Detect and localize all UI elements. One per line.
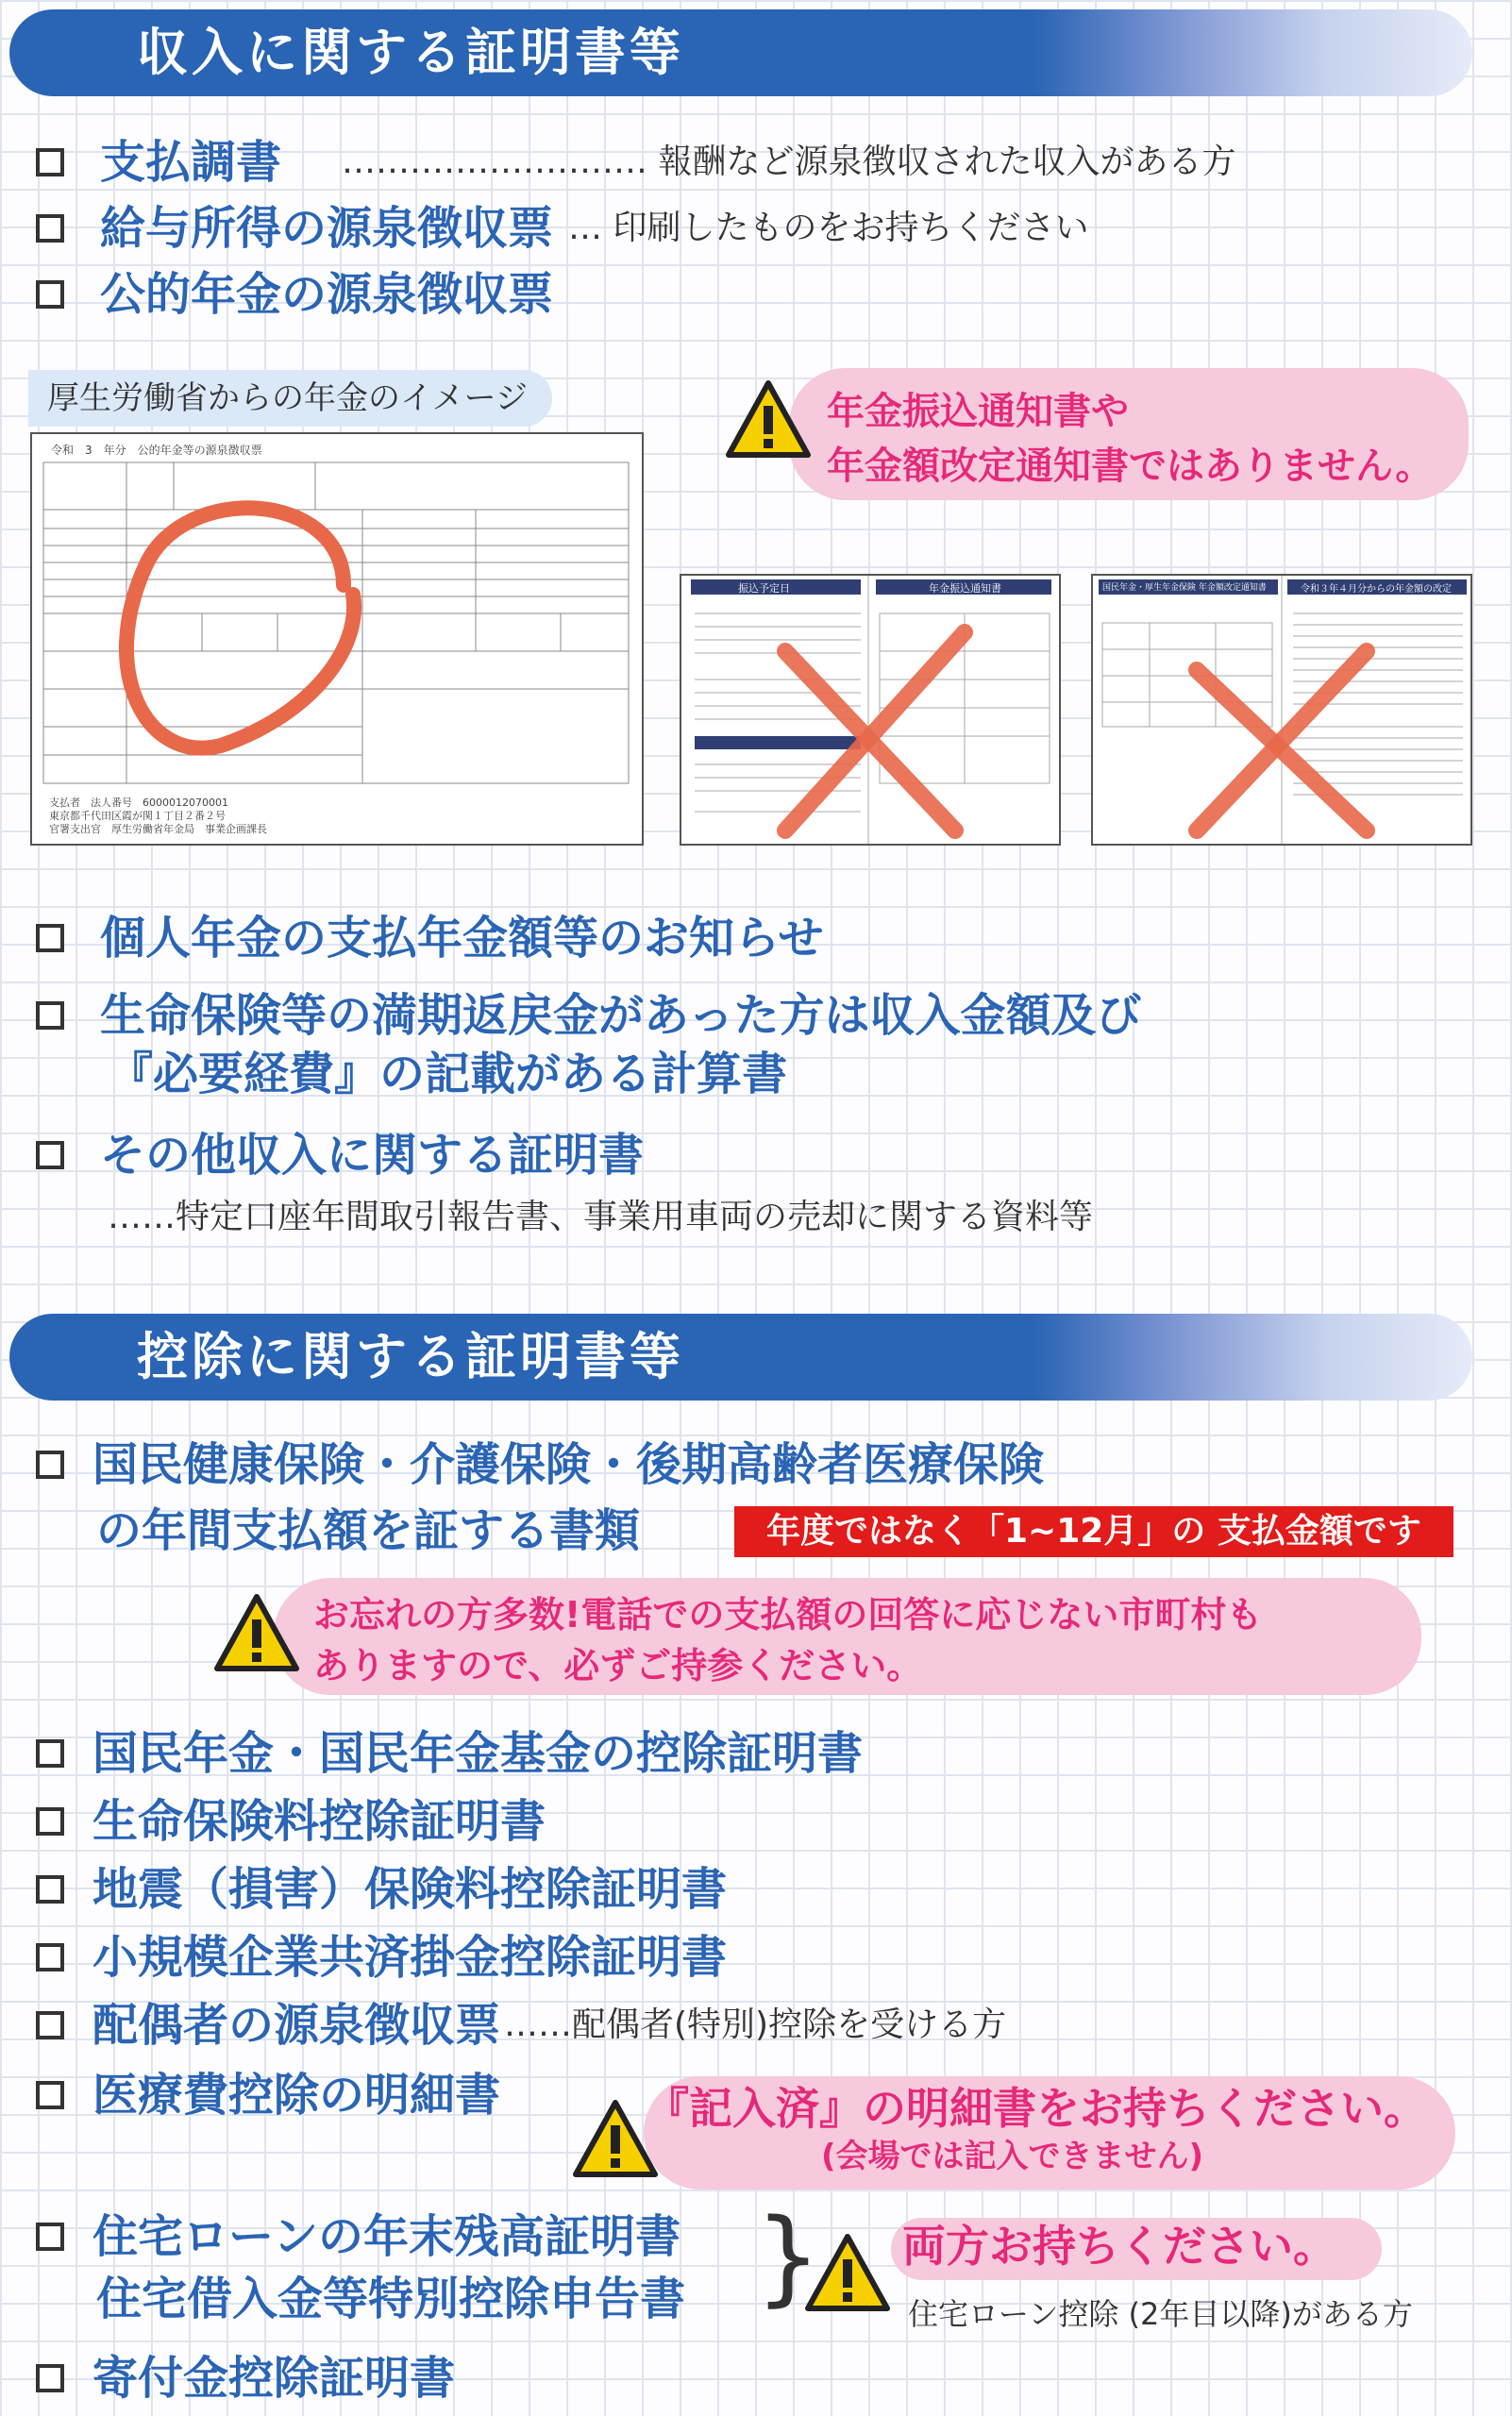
warning-text: お忘れの方多数!電話での支払額の回答に応じない市町村も xyxy=(313,1594,1263,1636)
item-note: 住宅ローン控除 (2年目以降)がある方 xyxy=(908,2296,1413,2332)
item-label: 地震（損害）保険料控除証明書 xyxy=(92,1863,728,1916)
doc-footer: 支払者 法人番号 6000012070001 xyxy=(49,797,228,809)
checkbox[interactable] xyxy=(36,924,64,952)
check-item-medical-expense xyxy=(36,2067,500,2123)
check-item-national-pension xyxy=(36,1725,863,1782)
item-label: その他収入に関する証明書 xyxy=(100,1129,645,1182)
section-header-deduction xyxy=(9,1314,1472,1401)
warning-text: ありますので、必ずご持参ください。 xyxy=(313,1645,923,1686)
section-title: 控除に関する証明書等 xyxy=(137,1327,684,1386)
check-item-earthquake-insurance xyxy=(36,1861,727,1918)
item-label: 配偶者の源泉徴収票 xyxy=(92,1999,501,2052)
brace: } xyxy=(755,2196,821,2317)
item-label: 住宅ローンの年末残高証明書 xyxy=(92,2210,681,2263)
item-note: ……特定口座年間取引報告書、事業用車両の売却に関する資料等 xyxy=(108,1198,1094,1236)
doc-heading: 国民年金・厚生年金保険 年金額改定通知書 xyxy=(1102,583,1267,593)
period-badge: 年度ではなく「1~12月」の 支払金額です xyxy=(734,1506,1453,1557)
warning-text: 年金額改定通知書ではありません。 xyxy=(827,445,1434,488)
item-label: 国民年金・国民年金基金の控除証明書 xyxy=(92,1727,864,1780)
checkbox[interactable] xyxy=(36,1739,64,1768)
checkbox[interactable] xyxy=(36,1451,64,1479)
item-label: 生命保険等の満期返戻金があった方は収入金額及び xyxy=(100,989,1142,1042)
doc-footer: 東京都千代田区霞が関１丁目２番２号 xyxy=(49,810,226,822)
item-label: 医療費控除の明細書 xyxy=(92,2069,501,2122)
checkbox[interactable] xyxy=(36,2364,64,2392)
checkbox[interactable] xyxy=(36,280,64,309)
warning-icon xyxy=(213,1593,300,1672)
checkbox[interactable] xyxy=(36,1807,64,1836)
warning-icon xyxy=(804,2233,891,2312)
doc-heading: 令和 3 年分 公的年金等の源泉徴収票 xyxy=(51,444,262,457)
item-label-continued: 住宅借入金等特別控除申告書 xyxy=(96,2273,686,2325)
checkbox[interactable] xyxy=(36,2081,64,2109)
checkbox[interactable] xyxy=(36,1141,64,1169)
item-note: ……配偶者(特別)控除を受ける方 xyxy=(504,2005,1007,2044)
check-item-other-income xyxy=(36,1127,644,1183)
item-label: 小規模企業共済掛金控除証明書 xyxy=(92,1931,728,1984)
checkbox[interactable] xyxy=(36,2223,64,2251)
check-item-life-insurance-maturity xyxy=(36,987,1142,1044)
image-caption: 厚生労働省からの年金のイメージ xyxy=(28,370,552,427)
item-label: 寄付金控除証明書 xyxy=(92,2352,456,2405)
item-label-continued: 『必要経費』の記載がある計算書 xyxy=(108,1048,788,1100)
warning-icon xyxy=(725,379,812,459)
warning-text: 『記入済』の明細書をお持ちください。 xyxy=(646,2083,1427,2134)
warning-text: 両方お持ちください。 xyxy=(902,2221,1336,2272)
x-mark xyxy=(681,576,1061,846)
item-label-continued: の年間支払額を証する書類 xyxy=(96,1504,641,1557)
item-note: … 印刷したものをお持ちください xyxy=(568,209,1089,247)
doc-heading: 年金振込通知書 xyxy=(929,582,1001,595)
checkbox[interactable] xyxy=(36,1001,64,1030)
checkbox[interactable] xyxy=(36,214,64,243)
check-item-payment-record xyxy=(36,134,1235,191)
warning-text: 年金振込通知書や xyxy=(827,390,1129,433)
check-item-health-insurance xyxy=(36,1436,1044,1493)
check-item-private-pension xyxy=(36,910,824,966)
pension-revision-notice-image xyxy=(1091,574,1472,846)
pension-withholding-slip-image xyxy=(30,432,644,846)
checkbox[interactable] xyxy=(36,148,64,176)
section-title: 収入に関する証明書等 xyxy=(137,23,684,82)
item-label: 個人年金の支払年金額等のお知らせ xyxy=(100,912,824,965)
item-label: 生命保険料控除証明書 xyxy=(92,1795,546,1848)
doc-heading: 令和３年４月分からの年金額の改定 xyxy=(1301,584,1452,595)
checkbox[interactable] xyxy=(36,2011,64,2039)
doc-heading: 振込予定日 xyxy=(738,582,790,595)
checkbox[interactable] xyxy=(36,1943,64,1971)
item-label: 給与所得の源泉徴収票 xyxy=(100,202,554,255)
pension-transfer-notice-image xyxy=(680,574,1061,846)
doc-footer: 官署支出官 厚生労働省年金局 事業企画課長 xyxy=(49,823,267,835)
check-item-pension-withholding xyxy=(36,266,553,323)
check-item-donation xyxy=(36,2350,455,2407)
check-item-life-insurance xyxy=(36,1793,546,1850)
check-item-salary-withholding xyxy=(36,200,1088,257)
check-item-spouse-withholding xyxy=(36,1997,1006,2054)
check-item-small-business-mutual-aid xyxy=(36,1929,727,1986)
warning-subtext: (会場では記入できません) xyxy=(821,2138,1204,2175)
item-note: ……………………… 報酬など源泉徴収された収入がある方 xyxy=(342,143,1236,181)
item-label: 公的年金の源泉徴収票 xyxy=(100,268,554,321)
section-header-income xyxy=(9,9,1472,96)
check-item-housing-loan-balance xyxy=(36,2208,680,2265)
checkbox[interactable] xyxy=(36,1875,64,1904)
x-mark xyxy=(1093,576,1472,846)
orange-circle-mark xyxy=(32,434,644,846)
item-label: 支払調書 xyxy=(100,136,282,189)
item-label: 国民健康保険・介護保険・後期高齢者医療保険 xyxy=(92,1438,1045,1491)
